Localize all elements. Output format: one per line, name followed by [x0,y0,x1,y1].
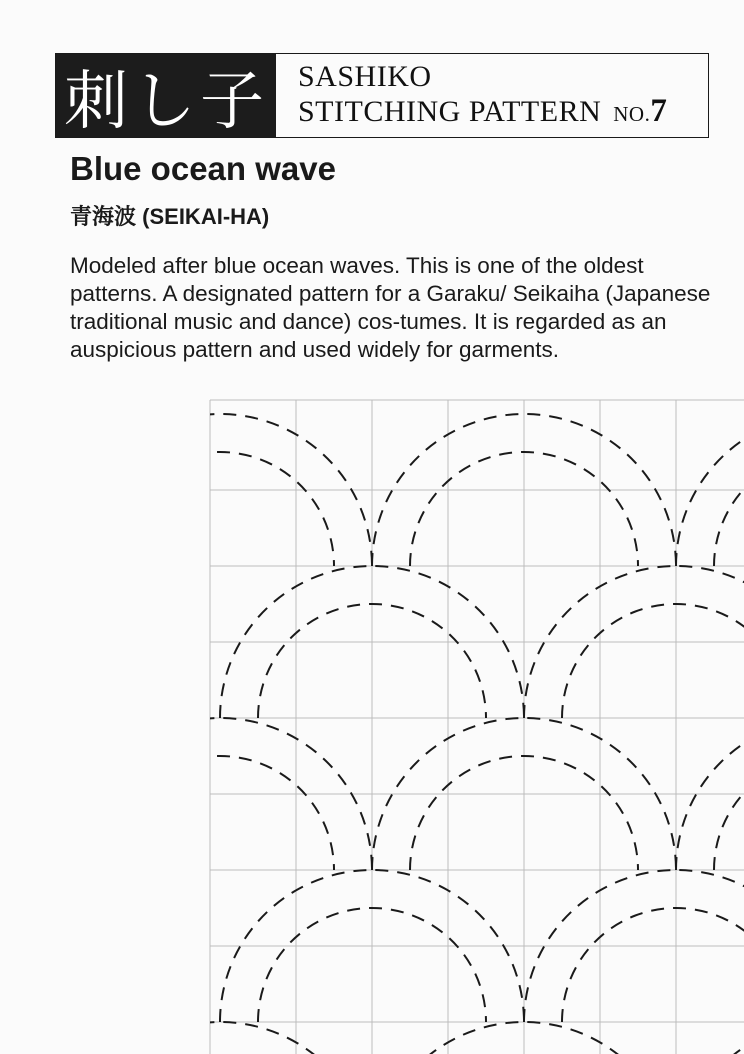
wave-stitch-arc [106,452,334,566]
wave-stitch-arc [714,452,744,566]
header-line-1: SASHIKO [298,60,432,93]
header-line-2-text: STITCHING PATTERN [298,95,602,128]
wave-stitch-arc [562,908,744,1022]
subtitle-japanese: 青海波 [70,205,137,230]
wave-stitches [68,414,744,1054]
wave-stitch-arc [714,756,744,870]
pattern-number: 7 [650,93,668,129]
subtitle-romaji: (SEIKAI-HA) [142,204,270,229]
grid-lines [210,400,744,1054]
wave-stitch-arc [562,604,744,718]
wave-stitch-arc [106,756,334,870]
sashiko-logo: 刺し子 [56,54,276,137]
wave-stitch-arc [68,1022,372,1054]
pattern-title: Blue ocean wave [70,150,336,187]
wave-stitch-arc [676,1022,744,1054]
pattern-description: Modeled after blue ocean waves. This is one of the oldest patterns. A designated pattern for a Garaku/ Seikaiha (Japanese traditional music and dance) cos-tumes. It is regarded as an auspicious pattern and used widely for garments. [70,253,711,362]
pattern-number-prefix: NO. [613,102,651,126]
